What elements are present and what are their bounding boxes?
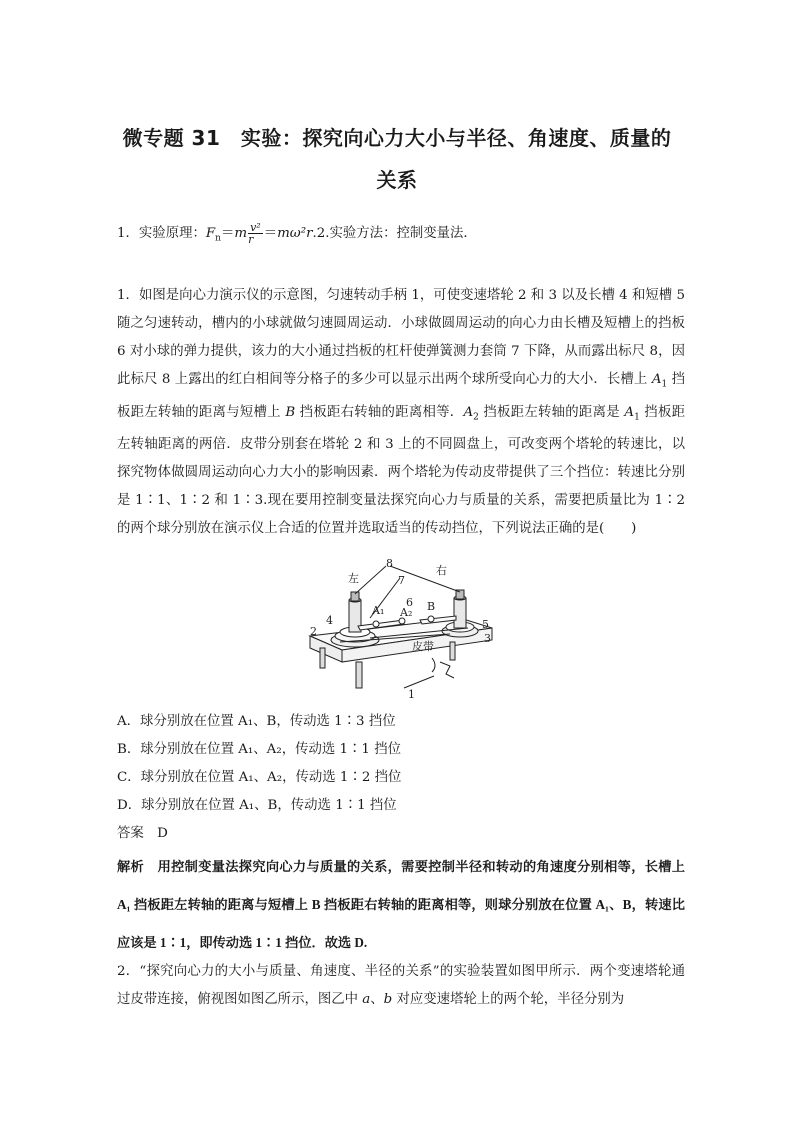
label-belt: 皮带 xyxy=(412,640,434,653)
analysis: 解析 用控制变量法探究向心力与质量的关系，需要控制半径和转动的角速度分别相等，长槽上 A₁ 挡板距左转轴的距离与短槽上 B 挡板距右转轴的距离相等，则球分别放在位置 A₁、B，转速比应该是 1∶1，即传动选 1∶1 挡位．故选 D. xyxy=(117,859,685,950)
option-a: A．球分别放在位置 A₁、B，传动选 1∶3 挡位 xyxy=(117,714,396,729)
question-2-stem: 2．“探究向心力的大小与质量、角速度、半径的关系”的实验装置如图甲所示．两个变速塔轮通过皮带连接，俯视图如图乙所示，图乙中 a、b 对应变速塔轮上的两个轮，半径分别为 xyxy=(117,964,685,1007)
label-sleeve-7: 7 xyxy=(398,574,405,587)
label-baffle-6: 6 xyxy=(406,596,413,609)
answer: 答案 D xyxy=(117,826,168,841)
velocity-fraction: $\frac{\text{v²}}{r}$ xyxy=(248,221,261,246)
label-short-groove-5: 5 xyxy=(482,618,489,631)
label-a1: A₁ xyxy=(372,604,385,617)
option-c: C．球分别放在位置 A₁、A₂，传动选 1∶2 挡位 xyxy=(117,770,402,785)
label-tower-wheel-3: 3 xyxy=(484,632,491,645)
page-title-continued: 关系 xyxy=(376,168,418,192)
option-b: B．球分别放在位置 A₁、A₂，传动选 1∶1 挡位 xyxy=(117,742,401,757)
label-a2: A₂ xyxy=(400,606,413,619)
label-scale-8: 8 xyxy=(386,558,393,570)
label-left: 左 xyxy=(348,572,359,585)
centripetal-force-apparatus-diagram xyxy=(300,558,500,704)
experiment-principle: 1．实验原理：$F_n=m$ $\frac{\text{v²}}{r}$ ＝mω²r.2.实验方法：控制变量法． xyxy=(117,221,477,246)
label-b: B xyxy=(427,600,436,613)
question-1-stem: 1．如图是向心力演示仪的示意图，匀速转动手柄 1，可使变速塔轮 2 和 3 以及长槽 4 和短槽 5 随之匀速转动，槽内的小球就做匀速圆周运动．小球做圆周运动的向心力由长槽及短槽上的挡板 6 对小球的弹力提供，该力的大小通过挡板的杠杆使弹簧测力套筒 7 下降，从而露出标尺 8，因此标尺 8 上露出的红白相间等分格子的多少可以显示出两个球所受向心力的大小．长槽上 $A_1$ 挡板距左转轴的距离与短槽上 B 挡板距右转轴的距离相等．$A_2$ 挡板距左转轴的距离是 $A_1$ 挡板距左转轴距离的两倍．皮带分别套在塔轮 2 和 3 上的不同圆盘上，可改变两个塔轮的转速比，以探究物体做圆周运动向心力大小的影响因素．两个塔轮为传动皮带提供了三个挡位：转速比分别是 1∶1、1∶2 和 1∶3.现在要用控制变量法探究向心力与质量的关系，需要把质量比为 1∶2 的两个球分别放在演示仪上合适的位置并选取适当的传动挡位，下列说法正确的是( ) xyxy=(117,288,685,537)
page-title: 微专题 31 实验：探究向心力大小与半径、角速度、质量的 xyxy=(122,126,672,150)
label-handle-1: 1 xyxy=(408,688,415,701)
label-long-groove-4: 4 xyxy=(326,614,333,627)
label-tower-wheel-2: 2 xyxy=(310,625,317,638)
label-right: 右 xyxy=(436,564,447,577)
option-d: D．球分别放在位置 A₁、B，传动选 1∶1 挡位 xyxy=(117,798,397,813)
